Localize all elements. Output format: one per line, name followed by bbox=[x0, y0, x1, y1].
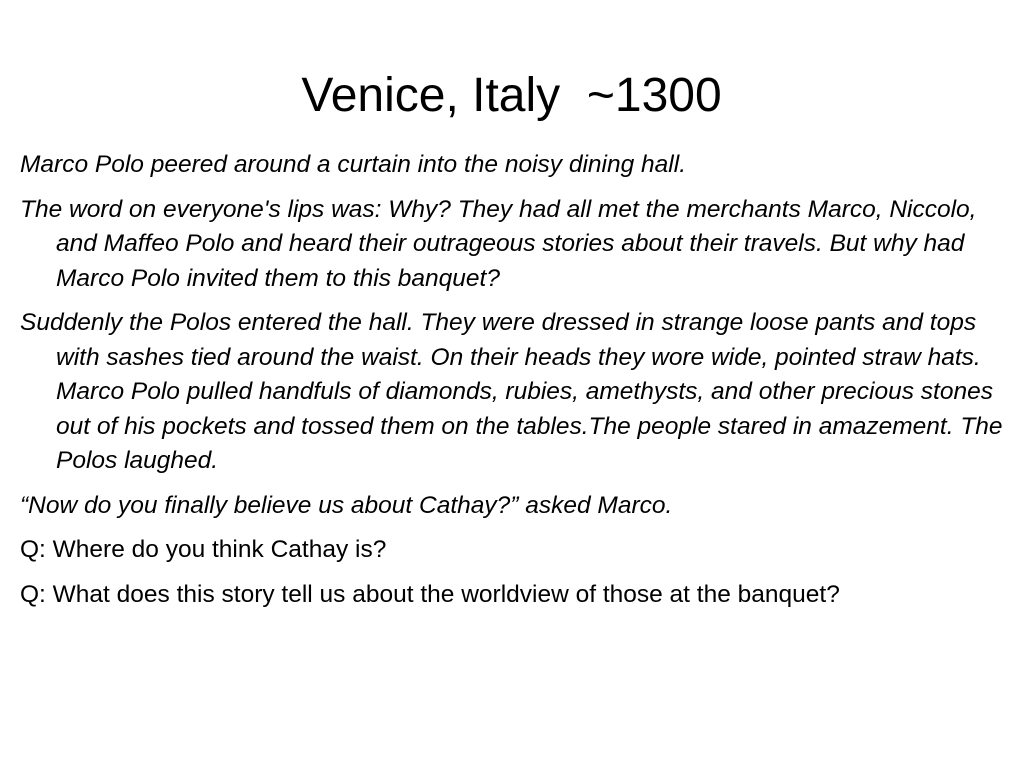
story-paragraph-1: Marco Polo peered around a curtain into the noisy dining hall. bbox=[20, 151, 686, 178]
question-2: Q: What does this story tell us about the worldview of those at the banquet? bbox=[20, 580, 840, 608]
story-paragraph-3: Suddenly the Polos entered the hall. They were dressed in strange loose pants and tops with sashes tied around the waist. On their heads they wore wide, pointed straw hats. Marco Polo pulled handfuls of diamonds, rubies, amethysts, and other precious stones out of his pockets and tossed them on the tables.The people stared in amazement. The Polos laughed. bbox=[20, 309, 1003, 474]
slide-title: Venice, Italy ~1300 bbox=[301, 69, 722, 122]
question-1: Q: Where do you think Cathay is? bbox=[20, 536, 387, 563]
story-paragraph-2: The word on everyone's lips was: Why? They had all met the merchants Marco, Niccolo, and Maffeo Polo and heard their outrageous stories about their travels. But why had Marco Polo invited them to this banquet? bbox=[20, 195, 977, 292]
slide-body bbox=[20, 148, 1015, 622]
story-quote: “Now do you finally believe us about Cathay?” asked Marco. bbox=[20, 491, 673, 519]
